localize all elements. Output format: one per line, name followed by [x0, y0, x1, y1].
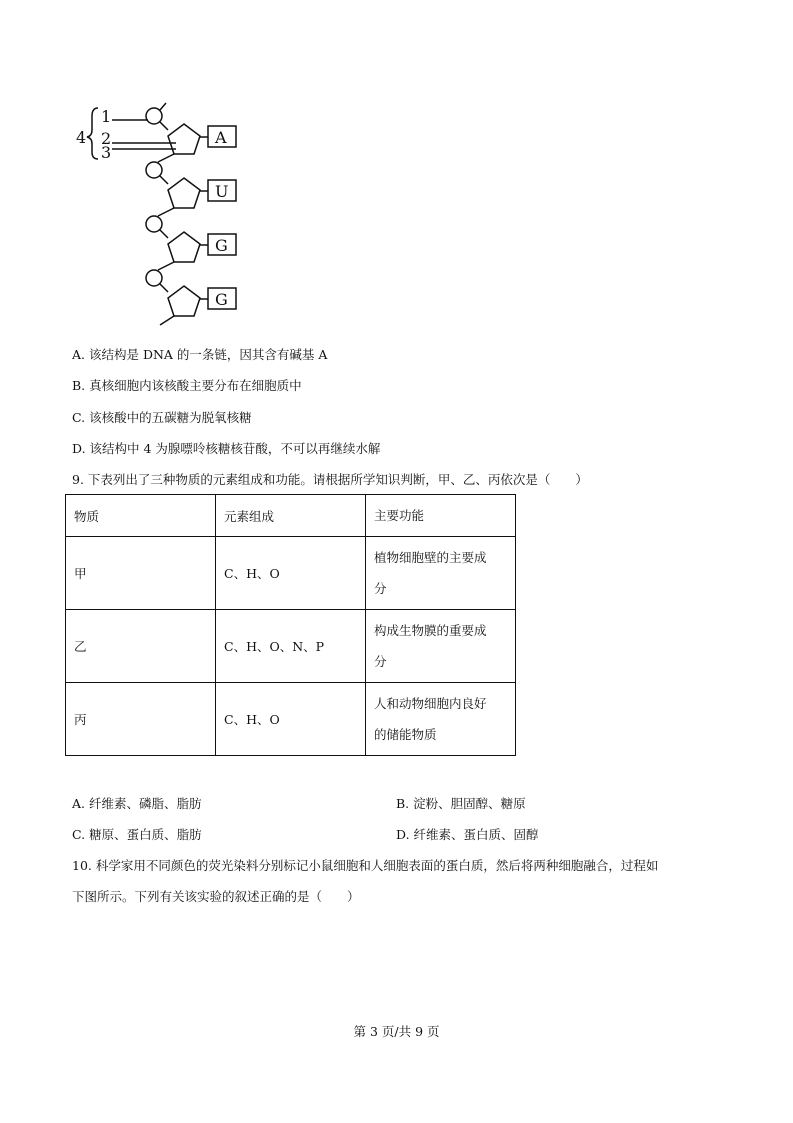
- table-row: [66, 683, 516, 756]
- q9-stem: 9. 下表列出了三种物质的元素组成和功能。请根据所学知识判断，甲、乙、丙依次是（ ）: [72, 472, 588, 487]
- brace: [87, 108, 98, 159]
- table-cell-elements: C、H、O: [216, 683, 366, 756]
- q8-option-b: B. 真核细胞内该核酸主要分布在细胞质中: [72, 378, 302, 393]
- base-label: A: [215, 128, 227, 147]
- table-header-cell: 物质: [66, 495, 216, 537]
- pentose-sugar: [168, 232, 200, 262]
- substance-table: [65, 494, 516, 756]
- table-row: [66, 610, 516, 683]
- phosphate-group: [146, 108, 162, 124]
- label-3: 3: [101, 143, 112, 162]
- table-cell-function: 植物细胞壁的主要成 分: [366, 537, 516, 610]
- label-2: 2: [101, 129, 112, 148]
- q8-option-c: C. 该核酸中的五碳糖为脱氧核糖: [72, 410, 252, 425]
- table-header-cell: 元素组成: [216, 495, 366, 537]
- q8-option-a: A. 该结构是 DNA 的一条链，因其含有碱基 A: [72, 347, 328, 362]
- table-header-row: [66, 495, 516, 537]
- table-cell-function: 构成生物膜的重要成 分: [366, 610, 516, 683]
- q9-option-b: B. 淀粉、胆固醇、糖原: [396, 796, 526, 811]
- page-footer: 第 3 页/共 9 页: [353, 1024, 440, 1039]
- table-cell-elements: C、H、O: [216, 537, 366, 610]
- base-label: G: [215, 236, 228, 255]
- phosphate-group: [146, 270, 162, 286]
- pentose-sugar: [168, 124, 200, 154]
- q9-option-c: C. 糖原、蛋白质、脂肪: [72, 827, 202, 842]
- q9-option-a: A. 纤维素、磷脂、脂肪: [72, 796, 202, 811]
- q9-option-d: D. 纤维素、蛋白质、固醇: [396, 827, 539, 842]
- nucleotide-chain-diagram: [72, 96, 252, 332]
- table-cell-function: 人和动物细胞内良好 的储能物质: [366, 683, 516, 756]
- label-1: 1: [101, 107, 112, 126]
- table-cell-elements: C、H、O、N、P: [216, 610, 366, 683]
- phosphate-group: [146, 162, 162, 178]
- table-header-cell: 主要功能: [366, 495, 516, 537]
- phosphate-group: [146, 216, 162, 232]
- q8-option-d: D. 该结构中 4 为腺嘌呤核糖核苷酸，不可以再继续水解: [72, 441, 381, 456]
- pentose-sugar: [168, 286, 200, 316]
- table-cell-name: 甲: [66, 537, 216, 610]
- label-4: 4: [76, 128, 87, 147]
- base-label: G: [215, 290, 228, 309]
- q10-stem-line1: 10. 科学家用不同颜色的荧光染料分别标记小鼠细胞和人细胞表面的蛋白质，然后将两种细胞融合，过程如: [72, 858, 659, 873]
- table-cell-name: 乙: [66, 610, 216, 683]
- table-row: [66, 537, 516, 610]
- base-label: U: [215, 182, 229, 201]
- pentose-sugar: [168, 178, 200, 208]
- table-cell-name: 丙: [66, 683, 216, 756]
- q10-stem-line2: 下图所示。下列有关该实验的叙述正确的是（ ）: [72, 889, 360, 904]
